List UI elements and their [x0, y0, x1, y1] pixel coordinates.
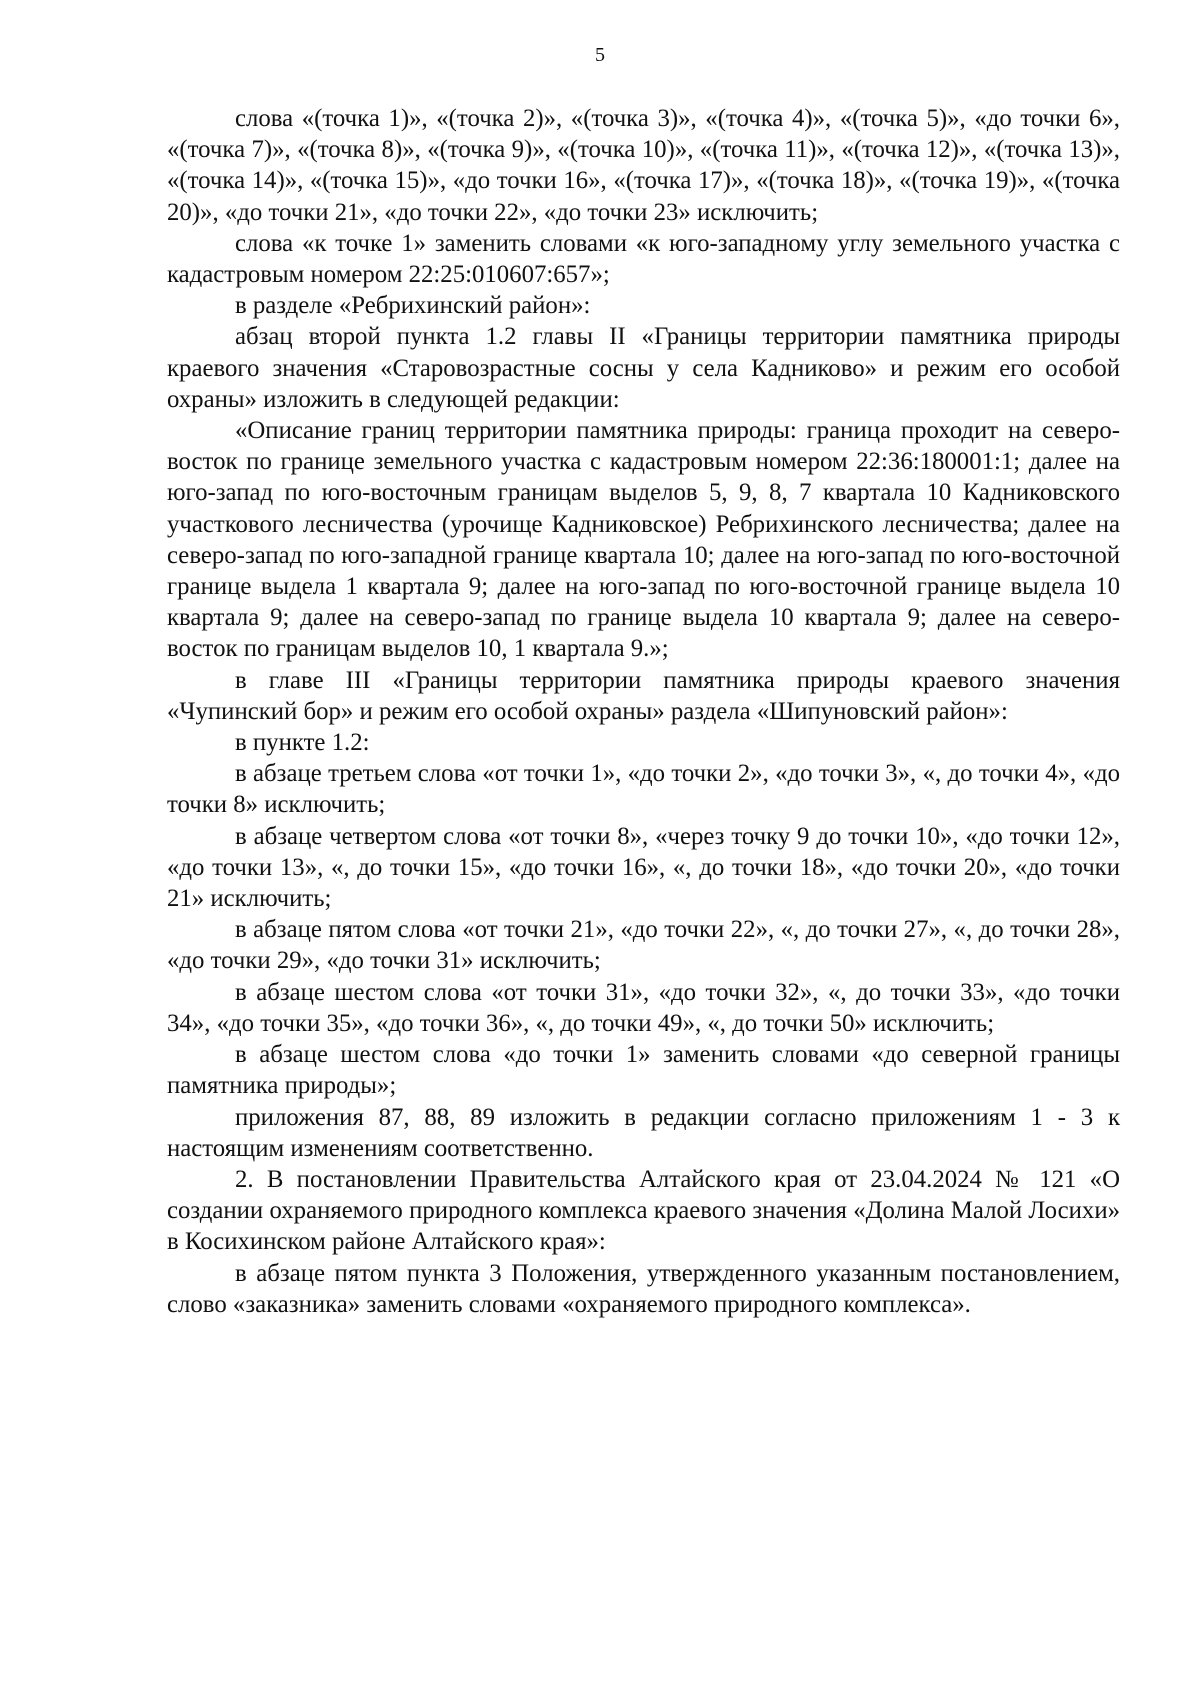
paragraph-abzac-third: в абзаце третьем слова «от точки 1», «до точки 2», «до точки 3», «, до точки 4», «до точки 8» исключить; — [167, 760, 1120, 819]
paragraph-abzac-sixth-exclude: в абзаце шестом слова «от точки 31», «до точки 32», «, до точки 33», «до точки 34», «до точки 35», «до точки 36», «, до точки 49», «, до точки 50» исключить; — [167, 978, 1120, 1037]
paragraph-abzac-fourth: в абзаце четвертом слова «от точки 8», «через точку 9 до точки 10», «до точки 12», «до точки 13», «, до точки 15», «до точки 16», «, до точки 18», «до точки 20», «до точки 21» исключить; — [167, 822, 1120, 913]
paragraph-replace-point-1: слова «к точке 1» заменить словами «к юго-западному углу земельного участка с кадастровым номером 22:25:010607:657»; — [167, 229, 1120, 289]
paragraph-boundary-description: «Описание границ территории памятника природы: граница проходит на северо-восток по границе земельного участка с кадастровым номером 22:36:180001:1; далее на юго-запад по юго-восточным границам выделов 5, 9, 8, 7 квартала 10 Кадниковского участкового лесничества (урочище Кадниковское) Ребрихинского лесничества; далее на северо-запад по юго-западной границе квартала 10; далее на юго-запад по юго-восточной границе выдела 1 квартала 9; далее на юго-запад по юго-восточной границе выдела 10 квартала 9; далее на северо-запад по границе выдела 10 квартала 9; далее на северо-восток по границам выделов 10, 1 квартала 9.»; — [167, 417, 1120, 663]
page-number: 5 — [595, 44, 605, 66]
paragraph-item-2: 2. В постановлении Правительства Алтайского края от 23.04.2024 № 121 «О создании охраняемого природного комплекса краевого значения «Долина Малой Лосихи» в Косихинском районе Алтайского края»: — [167, 1165, 1120, 1256]
paragraph-item-2-change: в абзаце пятом пункта 3 Положения, утвержденного указанным постановлением, слово «заказника» заменить словами «охраняемого природного комплекса». — [167, 1259, 1120, 1318]
paragraph-appendices: приложения 87, 88, 89 изложить в редакции согласно приложениям 1 - 3 к настоящим изменениям соответственно. — [167, 1103, 1120, 1162]
paragraph-abzac-sixth-replace: в абзаце шестом слова «до точки 1» заменить словами «до северной границы памятника природы»; — [167, 1041, 1120, 1100]
paragraph-words-excluded: слова «(точка 1)», «(точка 2)», «(точка 3)», «(точка 4)», «(точка 5)», «до точки 6», «(точка 7)», «(точка 8)», «(точка 9)», «(точка 10)», «(точка 11)», «(точка 12)», «(точка 13)», «(точка 14)», «(точка 15)», «до точки 16», «(точка 17)», «(точка 18)», «(точка 19)», «(точка 20)», «до точки 21», «до точки 22», «до точки 23» исключить; — [167, 105, 1120, 226]
document-body — [167, 103, 1120, 1320]
paragraph-chapter-three: в главе III «Границы территории памятника природы краевого значения «Чупинский бор» и режим его особой охраны» раздела «Шипуновский район»: — [167, 666, 1120, 725]
paragraph-abzac-second: абзац второй пункта 1.2 главы II «Границы территории памятника природы краевого значения «Старовозрастные сосны у села Кадниково» и режим его особой охраны» изложить в следующей редакции: — [167, 323, 1120, 413]
paragraph-abzac-fifth: в абзаце пятом слова «от точки 21», «до точки 22», «, до точки 27», «, до точки 28», «до точки 29», «до точки 31» исключить; — [167, 916, 1120, 975]
paragraph-point-1-2: в пункте 1.2: — [235, 729, 370, 757]
paragraph-section-rebrikha: в разделе «Ребрихинский район»: — [235, 292, 591, 320]
